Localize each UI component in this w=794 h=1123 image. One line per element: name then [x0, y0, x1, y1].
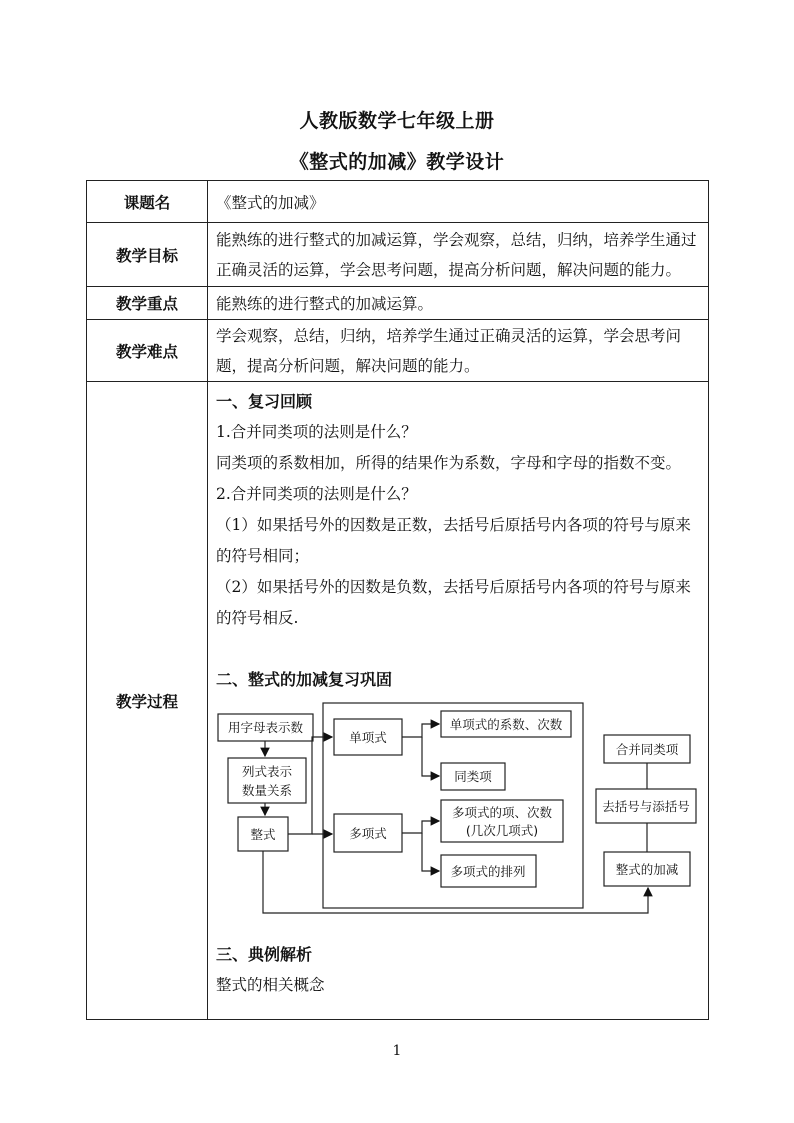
node-add-sub: 整式的加减: [615, 862, 679, 877]
lesson-plan-table: [86, 180, 709, 1020]
label-key: 教学重点: [87, 287, 208, 320]
answer-2-2: （2）如果括号外的因数是负数，去括号后原括号内各项的符号与原来的符号相反.: [216, 578, 691, 627]
node-poly-terms-line2: (几次几项式): [465, 823, 539, 838]
node-polynomial: 多项式: [349, 826, 387, 841]
row-process: [87, 382, 709, 1020]
section-review: 一、复习回顾: [216, 392, 313, 411]
node-combine: 合并同类项: [615, 742, 679, 757]
page-number: 1: [392, 1043, 402, 1059]
node-poly-order: 多项式的排列: [450, 864, 526, 879]
node-letters: 用字母表示数: [227, 720, 304, 735]
label-topic: 课题名: [87, 181, 208, 223]
node-mono-coef: 单项式的系数、次数: [449, 717, 563, 732]
answer-2-1: （1）如果括号外的因数是正数，去括号后原括号内各项的符号与原来的符号相同；: [216, 516, 691, 565]
node-expr-line1: 列式表示: [241, 764, 293, 779]
label-goal: 教学目标: [87, 223, 208, 287]
section-examples: 三、典例解析: [216, 945, 313, 964]
answer-1: 同类项的系数相加，所得的结果作为系数，字母和字母的指数不变。: [216, 454, 682, 472]
question-1: 1.合并同类项的法则是什么？: [216, 423, 417, 441]
section-consolidation: 二、整式的加减复习巩固: [216, 670, 393, 689]
label-difficulty: 教学难点: [87, 320, 208, 382]
node-expr-line2: 数量关系: [241, 783, 293, 798]
value-difficulty: 学会观察，总结，归纳，培养学生通过正确灵活的运算，学会思考问题，提高分析问题，解决问题的能力。: [208, 320, 709, 382]
value-key: 能熟练的进行整式的加减运算。: [208, 287, 709, 320]
row-topic: [87, 181, 709, 223]
row-goal: [87, 223, 709, 287]
node-poly-terms-line1: 多项式的项、次数: [451, 805, 553, 820]
node-brackets: 去括号与添括号: [602, 799, 690, 814]
process-content: [208, 382, 709, 1020]
examples-intro: 整式的相关概念: [216, 976, 325, 994]
node-polynomial-expr: 整式: [250, 827, 276, 842]
row-key: [87, 287, 709, 320]
node-like-terms: 同类项: [454, 769, 492, 784]
label-process: 教学过程: [87, 382, 208, 1020]
document-subtitle: 《整式的加减》教学设计: [289, 151, 505, 173]
question-2: 2.合并同类项的法则是什么？: [216, 485, 417, 503]
concept-diagram: [216, 701, 711, 931]
node-monomial: 单项式: [349, 730, 387, 745]
value-goal: 能熟练的进行整式的加减运算，学会观察，总结，归纳，培养学生通过正确灵活的运算，学会思考问题，提高分析问题，解决问题的能力。: [208, 223, 709, 287]
row-difficulty: [87, 320, 709, 382]
value-topic: 《整式的加减》: [208, 181, 709, 223]
document-title: 人教版数学七年级上册: [299, 110, 495, 132]
